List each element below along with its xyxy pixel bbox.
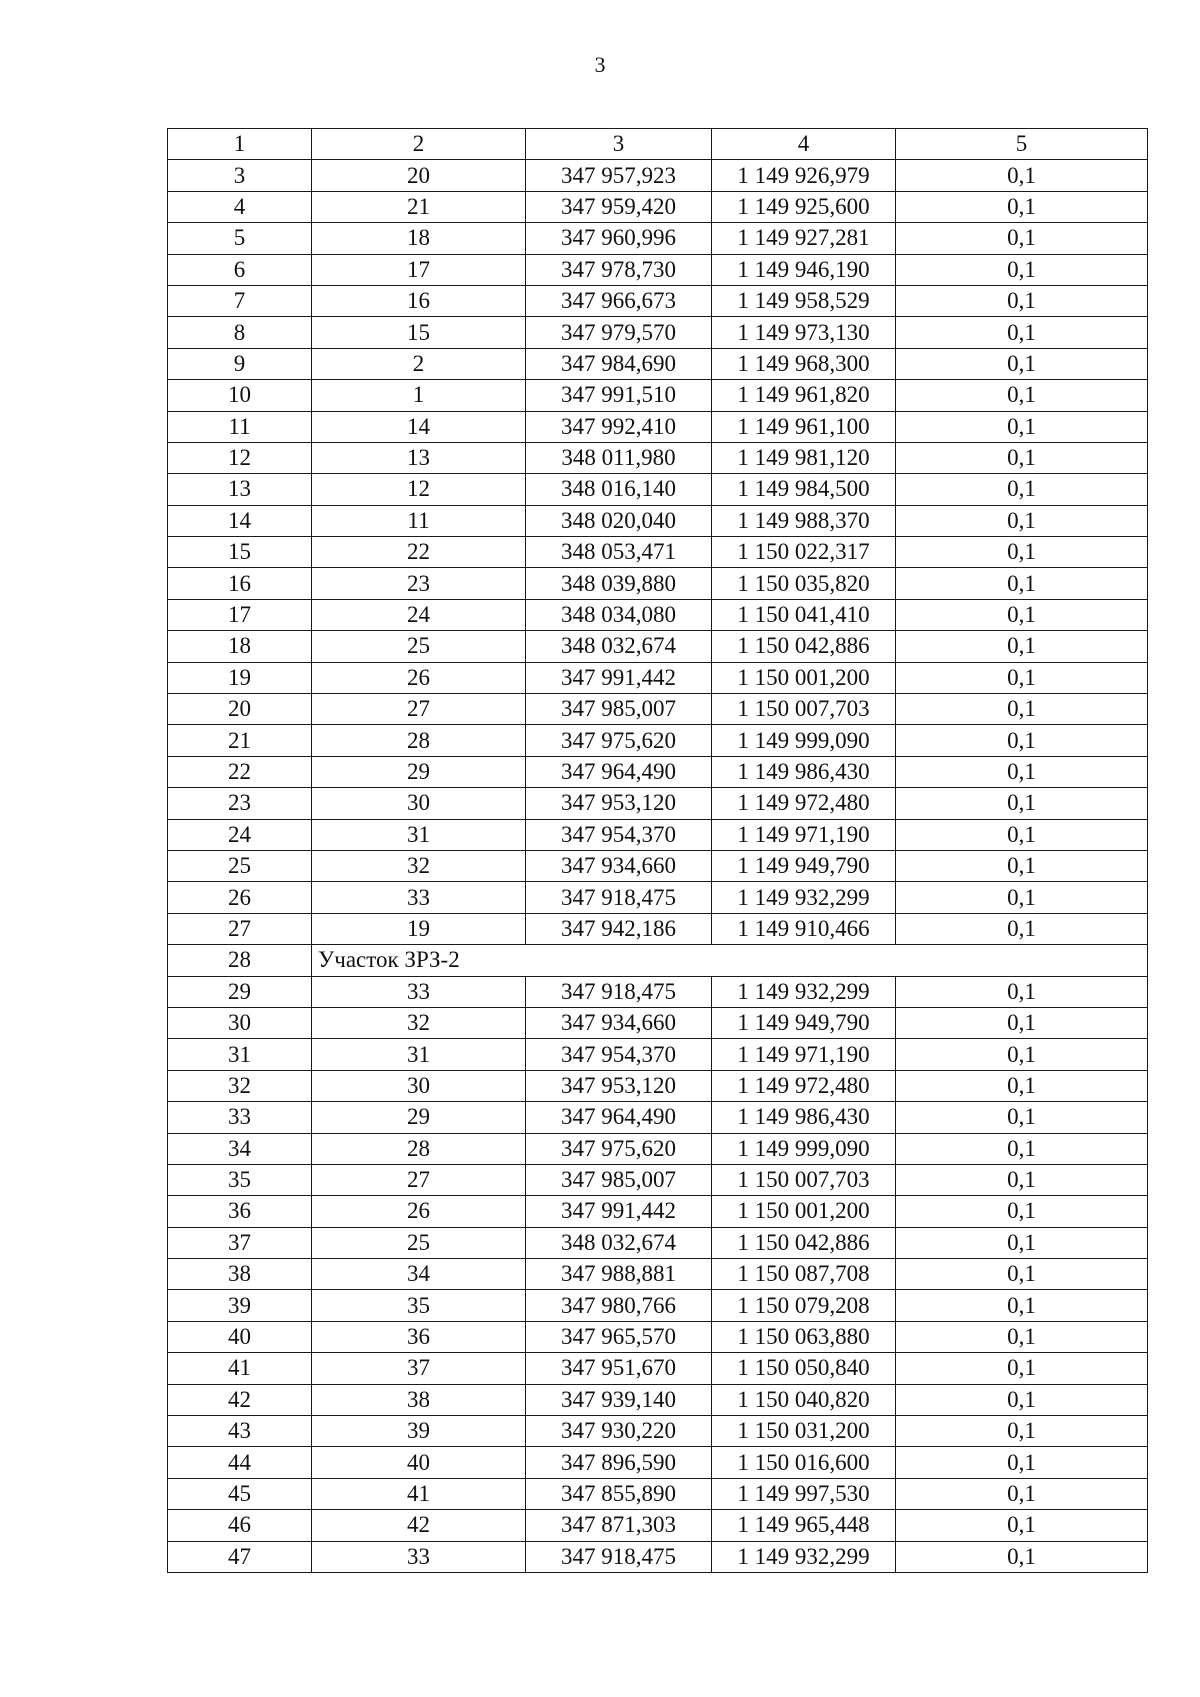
accuracy-cell: 0,1 [896, 285, 1148, 316]
x-coordinate-cell: 347 918,475 [526, 882, 712, 913]
row-number-cell: 11 [168, 411, 312, 442]
x-coordinate-cell: 347 988,881 [526, 1259, 712, 1290]
point-number-cell: 36 [312, 1321, 526, 1352]
accuracy-cell: 0,1 [896, 1007, 1148, 1038]
row-number-cell: 18 [168, 631, 312, 662]
y-coordinate-cell: 1 150 001,200 [712, 1196, 896, 1227]
x-coordinate-cell: 347 934,660 [526, 1007, 712, 1038]
row-number-cell: 40 [168, 1321, 312, 1352]
y-coordinate-cell: 1 149 971,190 [712, 1039, 896, 1070]
accuracy-cell: 0,1 [896, 1321, 1148, 1352]
table-row [168, 1478, 1148, 1509]
table-row [168, 348, 1148, 379]
x-coordinate-cell: 348 039,880 [526, 568, 712, 599]
y-coordinate-cell: 1 149 972,480 [712, 1070, 896, 1101]
x-coordinate-cell: 347 951,670 [526, 1353, 712, 1384]
y-coordinate-cell: 1 149 961,100 [712, 411, 896, 442]
accuracy-cell: 0,1 [896, 442, 1148, 473]
x-coordinate-cell: 348 032,674 [526, 1227, 712, 1258]
accuracy-cell: 0,1 [896, 380, 1148, 411]
row-number-cell: 34 [168, 1133, 312, 1164]
point-number-cell: 33 [312, 1541, 526, 1572]
accuracy-cell: 0,1 [896, 411, 1148, 442]
table-row [168, 191, 1148, 222]
y-coordinate-cell: 1 150 041,410 [712, 599, 896, 630]
row-number-cell: 4 [168, 191, 312, 222]
y-coordinate-cell: 1 149 986,430 [712, 1102, 896, 1133]
table-row [168, 788, 1148, 819]
row-number-cell: 28 [168, 945, 312, 976]
accuracy-cell: 0,1 [896, 1039, 1148, 1070]
point-number-cell: 16 [312, 285, 526, 316]
row-number-cell: 42 [168, 1384, 312, 1415]
x-coordinate-cell: 347 991,442 [526, 1196, 712, 1227]
row-number-cell: 7 [168, 285, 312, 316]
y-coordinate-cell: 1 149 973,130 [712, 317, 896, 348]
row-number-cell: 15 [168, 537, 312, 568]
table-row [168, 160, 1148, 191]
accuracy-cell: 0,1 [896, 694, 1148, 725]
y-coordinate-cell: 1 150 022,317 [712, 537, 896, 568]
accuracy-cell: 0,1 [896, 1259, 1148, 1290]
y-coordinate-cell: 1 150 079,208 [712, 1290, 896, 1321]
accuracy-cell: 0,1 [896, 1070, 1148, 1101]
table-row [168, 976, 1148, 1007]
x-coordinate-cell: 348 016,140 [526, 474, 712, 505]
table-row [168, 599, 1148, 630]
accuracy-cell: 0,1 [896, 725, 1148, 756]
table-row [168, 882, 1148, 913]
x-coordinate-cell: 347 985,007 [526, 694, 712, 725]
point-number-cell: 22 [312, 537, 526, 568]
table-row [168, 1541, 1148, 1572]
table-row [168, 505, 1148, 536]
point-number-cell: 37 [312, 1353, 526, 1384]
table-row [168, 1102, 1148, 1133]
accuracy-cell: 0,1 [896, 1384, 1148, 1415]
point-number-cell: 27 [312, 1164, 526, 1195]
row-number-cell: 8 [168, 317, 312, 348]
table-row [168, 1290, 1148, 1321]
row-number-cell: 22 [168, 756, 312, 787]
row-number-cell: 21 [168, 725, 312, 756]
y-coordinate-cell: 1 150 016,600 [712, 1447, 896, 1478]
y-coordinate-cell: 1 149 986,430 [712, 756, 896, 787]
row-number-cell: 19 [168, 662, 312, 693]
table-row [168, 1196, 1148, 1227]
accuracy-cell: 0,1 [896, 254, 1148, 285]
y-coordinate-cell: 1 150 031,200 [712, 1416, 896, 1447]
x-coordinate-cell: 347 954,370 [526, 1039, 712, 1070]
row-number-cell: 44 [168, 1447, 312, 1478]
table-row [168, 1447, 1148, 1478]
point-number-cell: 33 [312, 976, 526, 1007]
x-coordinate-cell: 347 960,996 [526, 223, 712, 254]
accuracy-cell: 0,1 [896, 1133, 1148, 1164]
accuracy-cell: 0,1 [896, 976, 1148, 1007]
x-coordinate-cell: 347 991,442 [526, 662, 712, 693]
accuracy-cell: 0,1 [896, 568, 1148, 599]
point-number-cell: 38 [312, 1384, 526, 1415]
accuracy-cell: 0,1 [896, 662, 1148, 693]
point-number-cell: 25 [312, 631, 526, 662]
y-coordinate-cell: 1 149 932,299 [712, 1541, 896, 1572]
row-number-cell: 33 [168, 1102, 312, 1133]
x-coordinate-cell: 347 954,370 [526, 819, 712, 850]
row-number-cell: 38 [168, 1259, 312, 1290]
accuracy-cell: 0,1 [896, 191, 1148, 222]
point-number-cell: 31 [312, 819, 526, 850]
table-row [168, 1416, 1148, 1447]
point-number-cell: 28 [312, 1133, 526, 1164]
x-coordinate-cell: 347 959,420 [526, 191, 712, 222]
column-header: 5 [896, 129, 1148, 160]
row-number-cell: 43 [168, 1416, 312, 1447]
table-row [168, 662, 1148, 693]
x-coordinate-cell: 348 020,040 [526, 505, 712, 536]
accuracy-cell: 0,1 [896, 631, 1148, 662]
table-row [168, 317, 1148, 348]
point-number-cell: 27 [312, 694, 526, 725]
y-coordinate-cell: 1 149 949,790 [712, 850, 896, 881]
x-coordinate-cell: 347 918,475 [526, 1541, 712, 1572]
x-coordinate-cell: 347 992,410 [526, 411, 712, 442]
y-coordinate-cell: 1 149 949,790 [712, 1007, 896, 1038]
row-number-cell: 16 [168, 568, 312, 599]
accuracy-cell: 0,1 [896, 1164, 1148, 1195]
point-number-cell: 29 [312, 1102, 526, 1133]
table-row [168, 1510, 1148, 1541]
point-number-cell: 35 [312, 1290, 526, 1321]
x-coordinate-cell: 347 930,220 [526, 1416, 712, 1447]
row-number-cell: 23 [168, 788, 312, 819]
coordinates-table [167, 128, 1148, 1573]
x-coordinate-cell: 347 942,186 [526, 913, 712, 944]
row-number-cell: 9 [168, 348, 312, 379]
x-coordinate-cell: 347 855,890 [526, 1478, 712, 1509]
x-coordinate-cell: 347 979,570 [526, 317, 712, 348]
point-number-cell: 28 [312, 725, 526, 756]
row-number-cell: 27 [168, 913, 312, 944]
table-header-row [168, 129, 1148, 160]
y-coordinate-cell: 1 150 042,886 [712, 1227, 896, 1258]
x-coordinate-cell: 347 975,620 [526, 725, 712, 756]
point-number-cell: 32 [312, 1007, 526, 1038]
table-row [168, 1227, 1148, 1258]
table-row [168, 819, 1148, 850]
row-number-cell: 39 [168, 1290, 312, 1321]
point-number-cell: 42 [312, 1510, 526, 1541]
row-number-cell: 13 [168, 474, 312, 505]
y-coordinate-cell: 1 149 981,120 [712, 442, 896, 473]
y-coordinate-cell: 1 149 961,820 [712, 380, 896, 411]
y-coordinate-cell: 1 150 035,820 [712, 568, 896, 599]
row-number-cell: 45 [168, 1478, 312, 1509]
row-number-cell: 20 [168, 694, 312, 725]
row-number-cell: 17 [168, 599, 312, 630]
x-coordinate-cell: 347 966,673 [526, 285, 712, 316]
y-coordinate-cell: 1 149 932,299 [712, 882, 896, 913]
point-number-cell: 39 [312, 1416, 526, 1447]
point-number-cell: 25 [312, 1227, 526, 1258]
x-coordinate-cell: 347 985,007 [526, 1164, 712, 1195]
accuracy-cell: 0,1 [896, 1416, 1148, 1447]
table-row [168, 850, 1148, 881]
x-coordinate-cell: 347 991,510 [526, 380, 712, 411]
y-coordinate-cell: 1 150 050,840 [712, 1353, 896, 1384]
table-row [168, 442, 1148, 473]
column-header: 4 [712, 129, 896, 160]
x-coordinate-cell: 347 975,620 [526, 1133, 712, 1164]
row-number-cell: 5 [168, 223, 312, 254]
table-row [168, 1039, 1148, 1070]
column-header: 2 [312, 129, 526, 160]
row-number-cell: 29 [168, 976, 312, 1007]
row-number-cell: 6 [168, 254, 312, 285]
table-row [168, 254, 1148, 285]
table-row [168, 285, 1148, 316]
row-number-cell: 30 [168, 1007, 312, 1038]
x-coordinate-cell: 347 953,120 [526, 1070, 712, 1101]
x-coordinate-cell: 347 965,570 [526, 1321, 712, 1352]
x-coordinate-cell: 348 053,471 [526, 537, 712, 568]
table-row [168, 568, 1148, 599]
x-coordinate-cell: 347 980,766 [526, 1290, 712, 1321]
y-coordinate-cell: 1 149 999,090 [712, 725, 896, 756]
table-row [168, 1070, 1148, 1101]
row-number-cell: 46 [168, 1510, 312, 1541]
point-number-cell: 2 [312, 348, 526, 379]
table-body [168, 160, 1148, 1573]
table-row [168, 380, 1148, 411]
accuracy-cell: 0,1 [896, 1290, 1148, 1321]
point-number-cell: 21 [312, 191, 526, 222]
point-number-cell: 15 [312, 317, 526, 348]
x-coordinate-cell: 347 984,690 [526, 348, 712, 379]
table-row [168, 1259, 1148, 1290]
row-number-cell: 25 [168, 850, 312, 881]
row-number-cell: 12 [168, 442, 312, 473]
y-coordinate-cell: 1 150 007,703 [712, 694, 896, 725]
y-coordinate-cell: 1 149 932,299 [712, 976, 896, 1007]
row-number-cell: 47 [168, 1541, 312, 1572]
accuracy-cell: 0,1 [896, 160, 1148, 191]
row-number-cell: 35 [168, 1164, 312, 1195]
table-row [168, 725, 1148, 756]
table-row [168, 756, 1148, 787]
y-coordinate-cell: 1 149 997,530 [712, 1478, 896, 1509]
point-number-cell: 33 [312, 882, 526, 913]
x-coordinate-cell: 348 011,980 [526, 442, 712, 473]
table-row [168, 1007, 1148, 1038]
row-number-cell: 14 [168, 505, 312, 536]
point-number-cell: 19 [312, 913, 526, 944]
y-coordinate-cell: 1 149 958,529 [712, 285, 896, 316]
row-number-cell: 31 [168, 1039, 312, 1070]
y-coordinate-cell: 1 150 063,880 [712, 1321, 896, 1352]
row-number-cell: 10 [168, 380, 312, 411]
accuracy-cell: 0,1 [896, 1478, 1148, 1509]
point-number-cell: 40 [312, 1447, 526, 1478]
table-row [168, 1353, 1148, 1384]
accuracy-cell: 0,1 [896, 474, 1148, 505]
y-coordinate-cell: 1 149 910,466 [712, 913, 896, 944]
y-coordinate-cell: 1 149 984,500 [712, 474, 896, 505]
y-coordinate-cell: 1 149 988,370 [712, 505, 896, 536]
y-coordinate-cell: 1 150 042,886 [712, 631, 896, 662]
accuracy-cell: 0,1 [896, 505, 1148, 536]
point-number-cell: 23 [312, 568, 526, 599]
accuracy-cell: 0,1 [896, 599, 1148, 630]
accuracy-cell: 0,1 [896, 317, 1148, 348]
accuracy-cell: 0,1 [896, 882, 1148, 913]
y-coordinate-cell: 1 149 971,190 [712, 819, 896, 850]
page-number: 3 [594, 52, 606, 77]
point-number-cell: 13 [312, 442, 526, 473]
point-number-cell: 17 [312, 254, 526, 285]
x-coordinate-cell: 347 957,923 [526, 160, 712, 191]
column-header: 1 [168, 129, 312, 160]
row-number-cell: 3 [168, 160, 312, 191]
accuracy-cell: 0,1 [896, 537, 1148, 568]
table-row [168, 411, 1148, 442]
point-number-cell: 30 [312, 788, 526, 819]
y-coordinate-cell: 1 150 007,703 [712, 1164, 896, 1195]
table-row [168, 694, 1148, 725]
x-coordinate-cell: 348 032,674 [526, 631, 712, 662]
point-number-cell: 26 [312, 1196, 526, 1227]
x-coordinate-cell: 347 953,120 [526, 788, 712, 819]
y-coordinate-cell: 1 149 926,979 [712, 160, 896, 191]
accuracy-cell: 0,1 [896, 788, 1148, 819]
section-row [168, 945, 1148, 976]
point-number-cell: 41 [312, 1478, 526, 1509]
y-coordinate-cell: 1 149 925,600 [712, 191, 896, 222]
point-number-cell: 26 [312, 662, 526, 693]
table-row [168, 537, 1148, 568]
table-row [168, 913, 1148, 944]
table-row [168, 1384, 1148, 1415]
accuracy-cell: 0,1 [896, 1353, 1148, 1384]
y-coordinate-cell: 1 149 968,300 [712, 348, 896, 379]
y-coordinate-cell: 1 149 946,190 [712, 254, 896, 285]
x-coordinate-cell: 347 896,590 [526, 1447, 712, 1478]
point-number-cell: 18 [312, 223, 526, 254]
table-row [168, 1133, 1148, 1164]
accuracy-cell: 0,1 [896, 850, 1148, 881]
x-coordinate-cell: 347 964,490 [526, 756, 712, 787]
point-number-cell: 14 [312, 411, 526, 442]
row-number-cell: 32 [168, 1070, 312, 1101]
accuracy-cell: 0,1 [896, 913, 1148, 944]
accuracy-cell: 0,1 [896, 1541, 1148, 1572]
accuracy-cell: 0,1 [896, 756, 1148, 787]
y-coordinate-cell: 1 149 999,090 [712, 1133, 896, 1164]
x-coordinate-cell: 347 934,660 [526, 850, 712, 881]
y-coordinate-cell: 1 149 972,480 [712, 788, 896, 819]
point-number-cell: 34 [312, 1259, 526, 1290]
x-coordinate-cell: 347 978,730 [526, 254, 712, 285]
accuracy-cell: 0,1 [896, 348, 1148, 379]
accuracy-cell: 0,1 [896, 1227, 1148, 1258]
point-number-cell: 32 [312, 850, 526, 881]
y-coordinate-cell: 1 150 087,708 [712, 1259, 896, 1290]
point-number-cell: 31 [312, 1039, 526, 1070]
y-coordinate-cell: 1 150 040,820 [712, 1384, 896, 1415]
point-number-cell: 24 [312, 599, 526, 630]
point-number-cell: 12 [312, 474, 526, 505]
accuracy-cell: 0,1 [896, 1510, 1148, 1541]
point-number-cell: 11 [312, 505, 526, 536]
accuracy-cell: 0,1 [896, 1196, 1148, 1227]
accuracy-cell: 0,1 [896, 223, 1148, 254]
accuracy-cell: 0,1 [896, 1102, 1148, 1133]
section-title: Участок ЗРЗ-2 [312, 945, 1148, 976]
row-number-cell: 26 [168, 882, 312, 913]
y-coordinate-cell: 1 149 927,281 [712, 223, 896, 254]
row-number-cell: 37 [168, 1227, 312, 1258]
x-coordinate-cell: 347 939,140 [526, 1384, 712, 1415]
table-row [168, 474, 1148, 505]
row-number-cell: 24 [168, 819, 312, 850]
accuracy-cell: 0,1 [896, 1447, 1148, 1478]
x-coordinate-cell: 347 964,490 [526, 1102, 712, 1133]
row-number-cell: 41 [168, 1353, 312, 1384]
point-number-cell: 20 [312, 160, 526, 191]
column-header: 3 [526, 129, 712, 160]
x-coordinate-cell: 347 918,475 [526, 976, 712, 1007]
table-row [168, 223, 1148, 254]
x-coordinate-cell: 347 871,303 [526, 1510, 712, 1541]
accuracy-cell: 0,1 [896, 819, 1148, 850]
row-number-cell: 36 [168, 1196, 312, 1227]
table-row [168, 631, 1148, 662]
y-coordinate-cell: 1 150 001,200 [712, 662, 896, 693]
x-coordinate-cell: 348 034,080 [526, 599, 712, 630]
table-row [168, 1164, 1148, 1195]
point-number-cell: 30 [312, 1070, 526, 1101]
y-coordinate-cell: 1 149 965,448 [712, 1510, 896, 1541]
point-number-cell: 1 [312, 380, 526, 411]
table-row [168, 1321, 1148, 1352]
point-number-cell: 29 [312, 756, 526, 787]
